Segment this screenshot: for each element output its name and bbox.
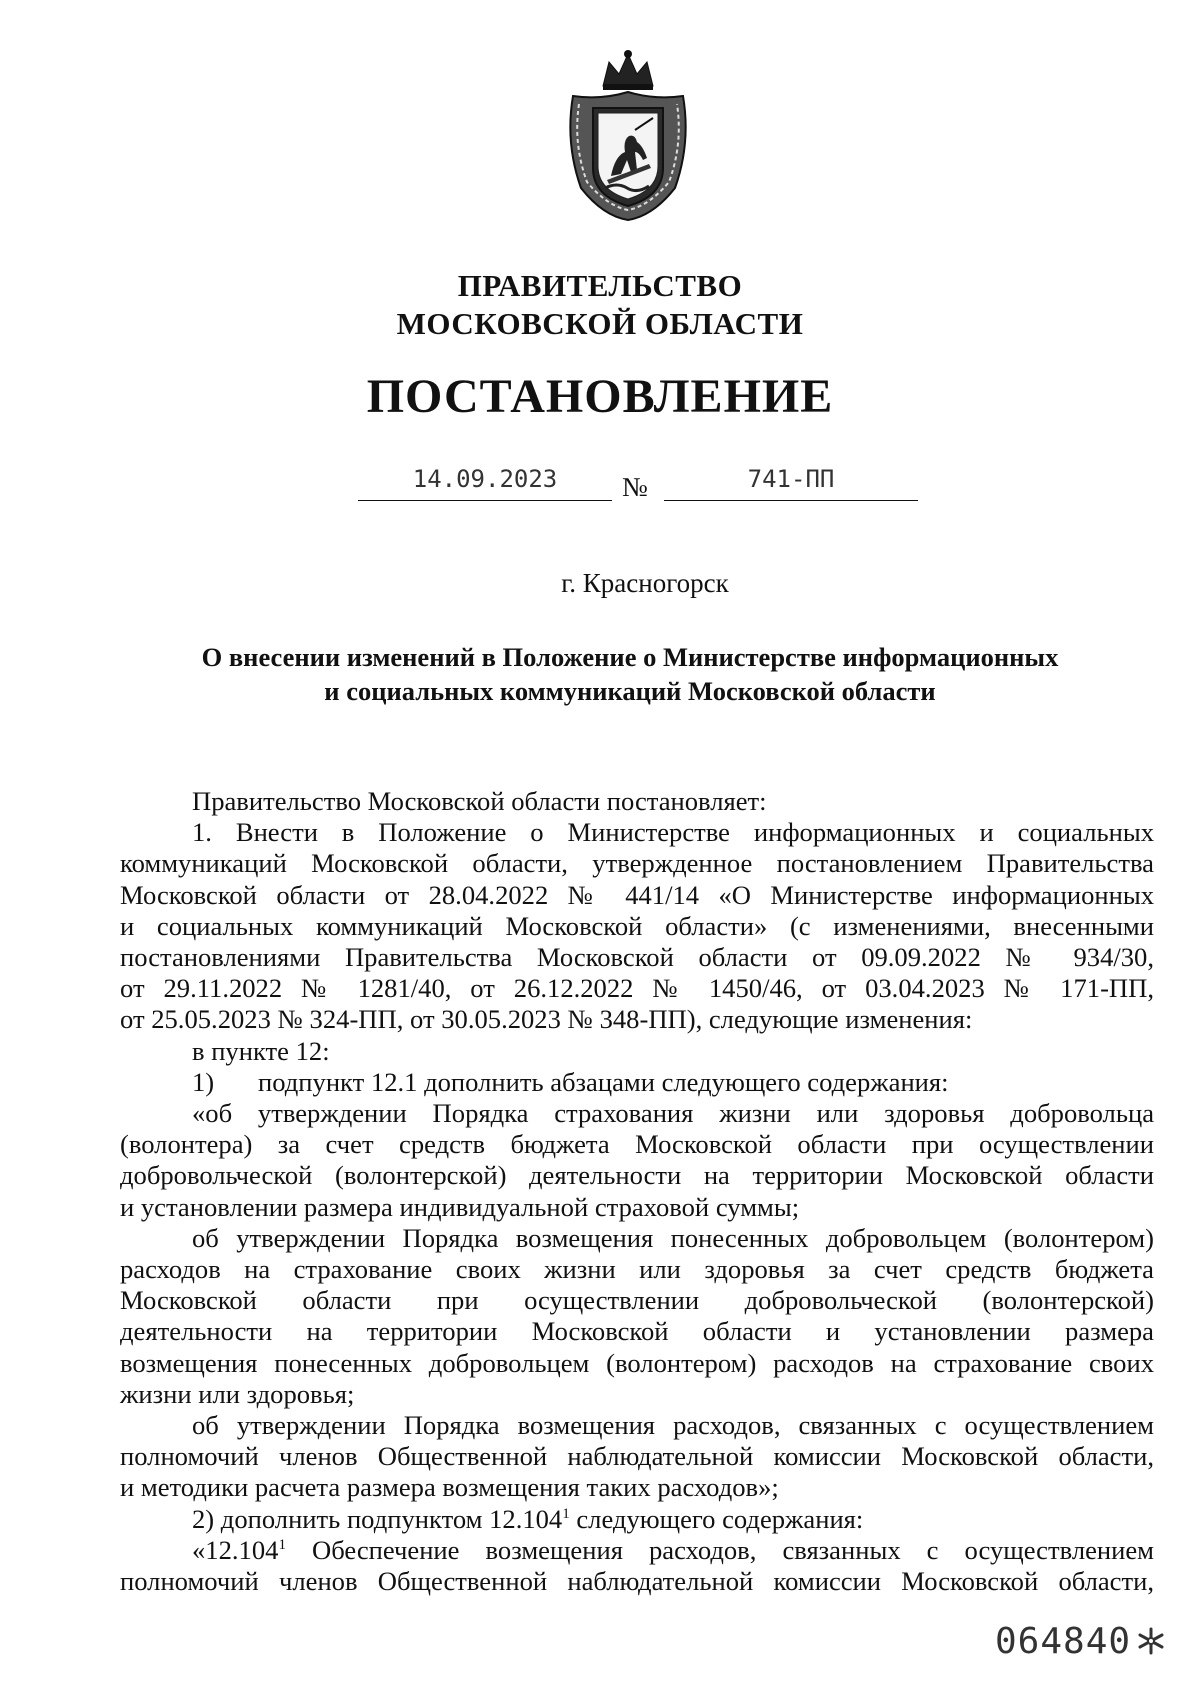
quote-1: [120, 1098, 1154, 1129]
q2-line: жизни или здоровья;: [120, 1378, 355, 1409]
quote-4-cont: [120, 1566, 1154, 1597]
q1-line: (волонтера) за счет средств бюджета Московской области при осуществлении: [120, 1129, 1154, 1160]
p1-line: постановлениями Правительства Московской области от 09.09.2022 № 934/30,: [120, 942, 1154, 973]
q4-line: [120, 1535, 1154, 1566]
paragraph-1: [120, 817, 1154, 848]
item-2-pre: 2) дополнить подпунктом 12.104: [192, 1503, 563, 1534]
item-1: [120, 1067, 1154, 1098]
document-subject: [150, 640, 1110, 708]
org-name-line2: МОСКОВСКОЙ ОБЛАСТИ: [396, 306, 804, 341]
body-intro: [120, 786, 1154, 817]
p1-line: от 29.11.2022 № 1281/40, от 26.12.2022 № 1450/46, от 03.04.2023 № 171-ПП,: [120, 973, 1154, 1004]
item-2-superscript: 1: [562, 1505, 570, 1522]
coat-of-arms-emblem: [563, 48, 693, 223]
q4-text: Обеспечение возмещения расходов, связанных с осуществлением: [285, 1534, 1154, 1565]
number-sign: №: [622, 472, 648, 502]
q4-line: полномочий членов Общественной наблюдательной комиссии Московской области,: [120, 1566, 1154, 1597]
p1-line: 1. Внести в Положение о Министерстве информационных и социальных: [192, 817, 1154, 848]
quote-3-cont: [120, 1441, 1154, 1503]
q2-line: деятельности на территории Московской области и установлении размера: [120, 1316, 1154, 1347]
q2-line: об утверждении Порядка возмещения понесенных добровольцем (волонтером): [192, 1222, 1154, 1253]
q3-line: полномочий членов Общественной наблюдательной комиссии Московской области,: [120, 1441, 1154, 1472]
q4-pre: «12.104: [192, 1534, 279, 1565]
q4-superscript: 1: [278, 1537, 286, 1554]
serial-number-stamp: 064840: [995, 1621, 1132, 1662]
p1-line: и социальных коммуникаций Московской области» (с изменениями, внесенными: [120, 910, 1154, 941]
p1-line: Московской области от 28.04.2022 № 441/14 «О Министерстве информационных: [120, 879, 1154, 910]
point-12-text: в пункте 12:: [192, 1035, 330, 1066]
org-name-line1: ПРАВИТЕЛЬСТВО: [457, 268, 743, 303]
item-2: [120, 1504, 1154, 1535]
q1-line: и установлении размера индивидуальной страховой суммы;: [120, 1191, 800, 1222]
quote-2: [120, 1223, 1154, 1254]
date-underline: [358, 500, 612, 501]
quote-3: [120, 1410, 1154, 1441]
paragraph-1-cont: [120, 848, 1154, 1035]
q3-line: и методики расчета размера возмещения таких расходов»;: [120, 1472, 779, 1503]
q1-line: «об утверждении Порядка страхования жизни или здоровья добровольца: [192, 1098, 1154, 1129]
subject-line2: и социальных коммуникаций Московской области: [324, 676, 936, 706]
asterisk-mark-icon: [1136, 1626, 1166, 1656]
q2-line: возмещения понесенных добровольцем (волонтером) расходов на страхование своих: [120, 1347, 1154, 1378]
item-1-text: подпункт 12.1 дополнить абзацами следующего содержания:: [258, 1066, 949, 1097]
issue-city: г. Красногорск: [561, 568, 729, 598]
item-2-post: следующего содержания:: [569, 1503, 864, 1534]
p1-line: от 25.05.2023 № 324-ПП, от 30.05.2023 № 348-ПП), следующие изменения:: [120, 1004, 973, 1035]
q3-line: об утверждении Порядка возмещения расходов, связанных с осуществлением: [192, 1410, 1154, 1441]
document-body: [120, 786, 1154, 1597]
document-number: 741-ПП: [747, 465, 835, 493]
p1-line: коммуникаций Московской области, утвержденное постановлением Правительства: [120, 848, 1154, 879]
intro-text: Правительство Московской области постановляет:: [192, 786, 767, 816]
q2-line: расходов на страхование своих жизни или здоровья за счет средств бюджета: [120, 1254, 1154, 1285]
number-underline: [664, 500, 918, 501]
point-12-label: [120, 1036, 1154, 1067]
subject-line1: О внесении изменений в Положение о Министерстве информационных: [201, 642, 1059, 672]
document-type-title: ПОСТАНОВЛЕНИЕ: [366, 370, 834, 423]
quote-1-cont: [120, 1129, 1154, 1223]
quote-4: [120, 1535, 1154, 1566]
quote-2-cont: [120, 1254, 1154, 1410]
item-1-number: 1): [192, 1066, 215, 1097]
q2-line: Московской области при осуществлении добровольческой (волонтерской): [120, 1285, 1154, 1316]
q1-line: добровольческой (волонтерской) деятельности на территории Московской области: [120, 1160, 1154, 1191]
document-date: 14.09.2023: [412, 465, 558, 493]
